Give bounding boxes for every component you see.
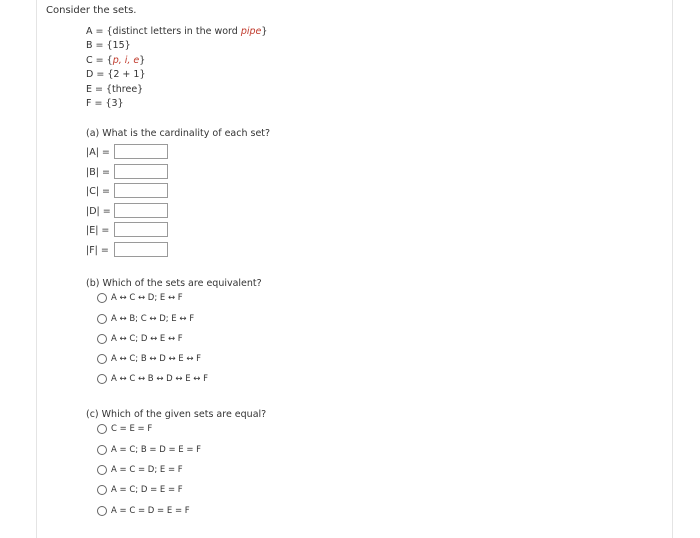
equality-option-1[interactable] <box>97 423 152 435</box>
content-frame <box>36 0 673 538</box>
cardinality-input-a[interactable] <box>114 144 168 159</box>
cardinality-input-e[interactable] <box>114 222 168 237</box>
part-b-question: (b) Which of the sets are equivalent? <box>86 278 262 289</box>
radio-button[interactable] <box>97 293 107 303</box>
option-label: A = C; D = E = F <box>111 485 183 495</box>
set-def-a <box>86 26 267 37</box>
set-def-c-lhs: C = { <box>86 55 113 66</box>
option-label: A = C = D = E = F <box>111 506 190 516</box>
cardinality-label-c: |C| = <box>86 186 111 197</box>
cardinality-label-e: |E| = <box>86 225 110 236</box>
radio-button[interactable] <box>97 465 107 475</box>
radio-button[interactable] <box>97 354 107 364</box>
radio-button[interactable] <box>97 485 107 495</box>
equivalence-option-3[interactable] <box>97 333 183 345</box>
option-label: A = C; B = D = E = F <box>111 445 202 455</box>
cardinality-input-f[interactable] <box>114 242 168 257</box>
cardinality-input-d[interactable] <box>114 203 168 218</box>
equality-option-2[interactable] <box>97 444 201 456</box>
option-label: A = C = D; E = F <box>111 465 183 475</box>
set-def-e: E = {three} <box>86 84 144 95</box>
radio-button[interactable] <box>97 445 107 455</box>
equivalence-option-4[interactable] <box>97 353 201 365</box>
option-label: A ↔ C; D ↔ E ↔ F <box>111 334 183 344</box>
cardinality-input-b[interactable] <box>114 164 168 179</box>
cardinality-input-c[interactable] <box>114 183 168 198</box>
set-def-d: D = {2 + 1} <box>86 69 146 80</box>
equality-option-4[interactable] <box>97 484 183 496</box>
radio-button[interactable] <box>97 506 107 516</box>
set-def-c <box>86 55 145 66</box>
cardinality-label-b: |B| = <box>86 167 110 178</box>
set-def-c-elements: p, i, e <box>112 55 140 66</box>
cardinality-label-d: |D| = <box>86 206 111 217</box>
set-def-c-rhs: } <box>139 55 146 66</box>
option-label: C = E = F <box>111 424 153 434</box>
set-def-f: F = {3} <box>86 98 124 109</box>
equivalence-option-2[interactable] <box>97 313 194 325</box>
set-def-a-lhs: A = {distinct letters in the word <box>86 26 241 37</box>
radio-button[interactable] <box>97 424 107 434</box>
equivalence-option-5[interactable] <box>97 373 208 385</box>
equality-option-3[interactable] <box>97 464 183 476</box>
part-c-question: (c) Which of the given sets are equal? <box>86 409 267 420</box>
equality-option-5[interactable] <box>97 505 190 517</box>
cardinality-label-f: |F| = <box>86 245 109 256</box>
set-def-b: B = {15} <box>86 40 131 51</box>
option-label: A ↔ C ↔ D; E ↔ F <box>111 293 183 303</box>
option-label: A ↔ C; B ↔ D ↔ E ↔ F <box>111 354 202 364</box>
set-def-a-word: pipe <box>240 26 262 37</box>
option-label: A ↔ C ↔ B ↔ D ↔ E ↔ F <box>111 374 209 384</box>
radio-button[interactable] <box>97 314 107 324</box>
option-label: A ↔ B; C ↔ D; E ↔ F <box>111 314 195 324</box>
radio-button[interactable] <box>97 374 107 384</box>
set-def-a-rhs: } <box>261 26 268 37</box>
equivalence-option-1[interactable] <box>97 292 183 304</box>
radio-button[interactable] <box>97 334 107 344</box>
cardinality-label-a: |A| = <box>86 147 110 158</box>
part-a-question: (a) What is the cardinality of each set? <box>86 128 271 139</box>
intro-text: Consider the sets. <box>46 5 137 16</box>
